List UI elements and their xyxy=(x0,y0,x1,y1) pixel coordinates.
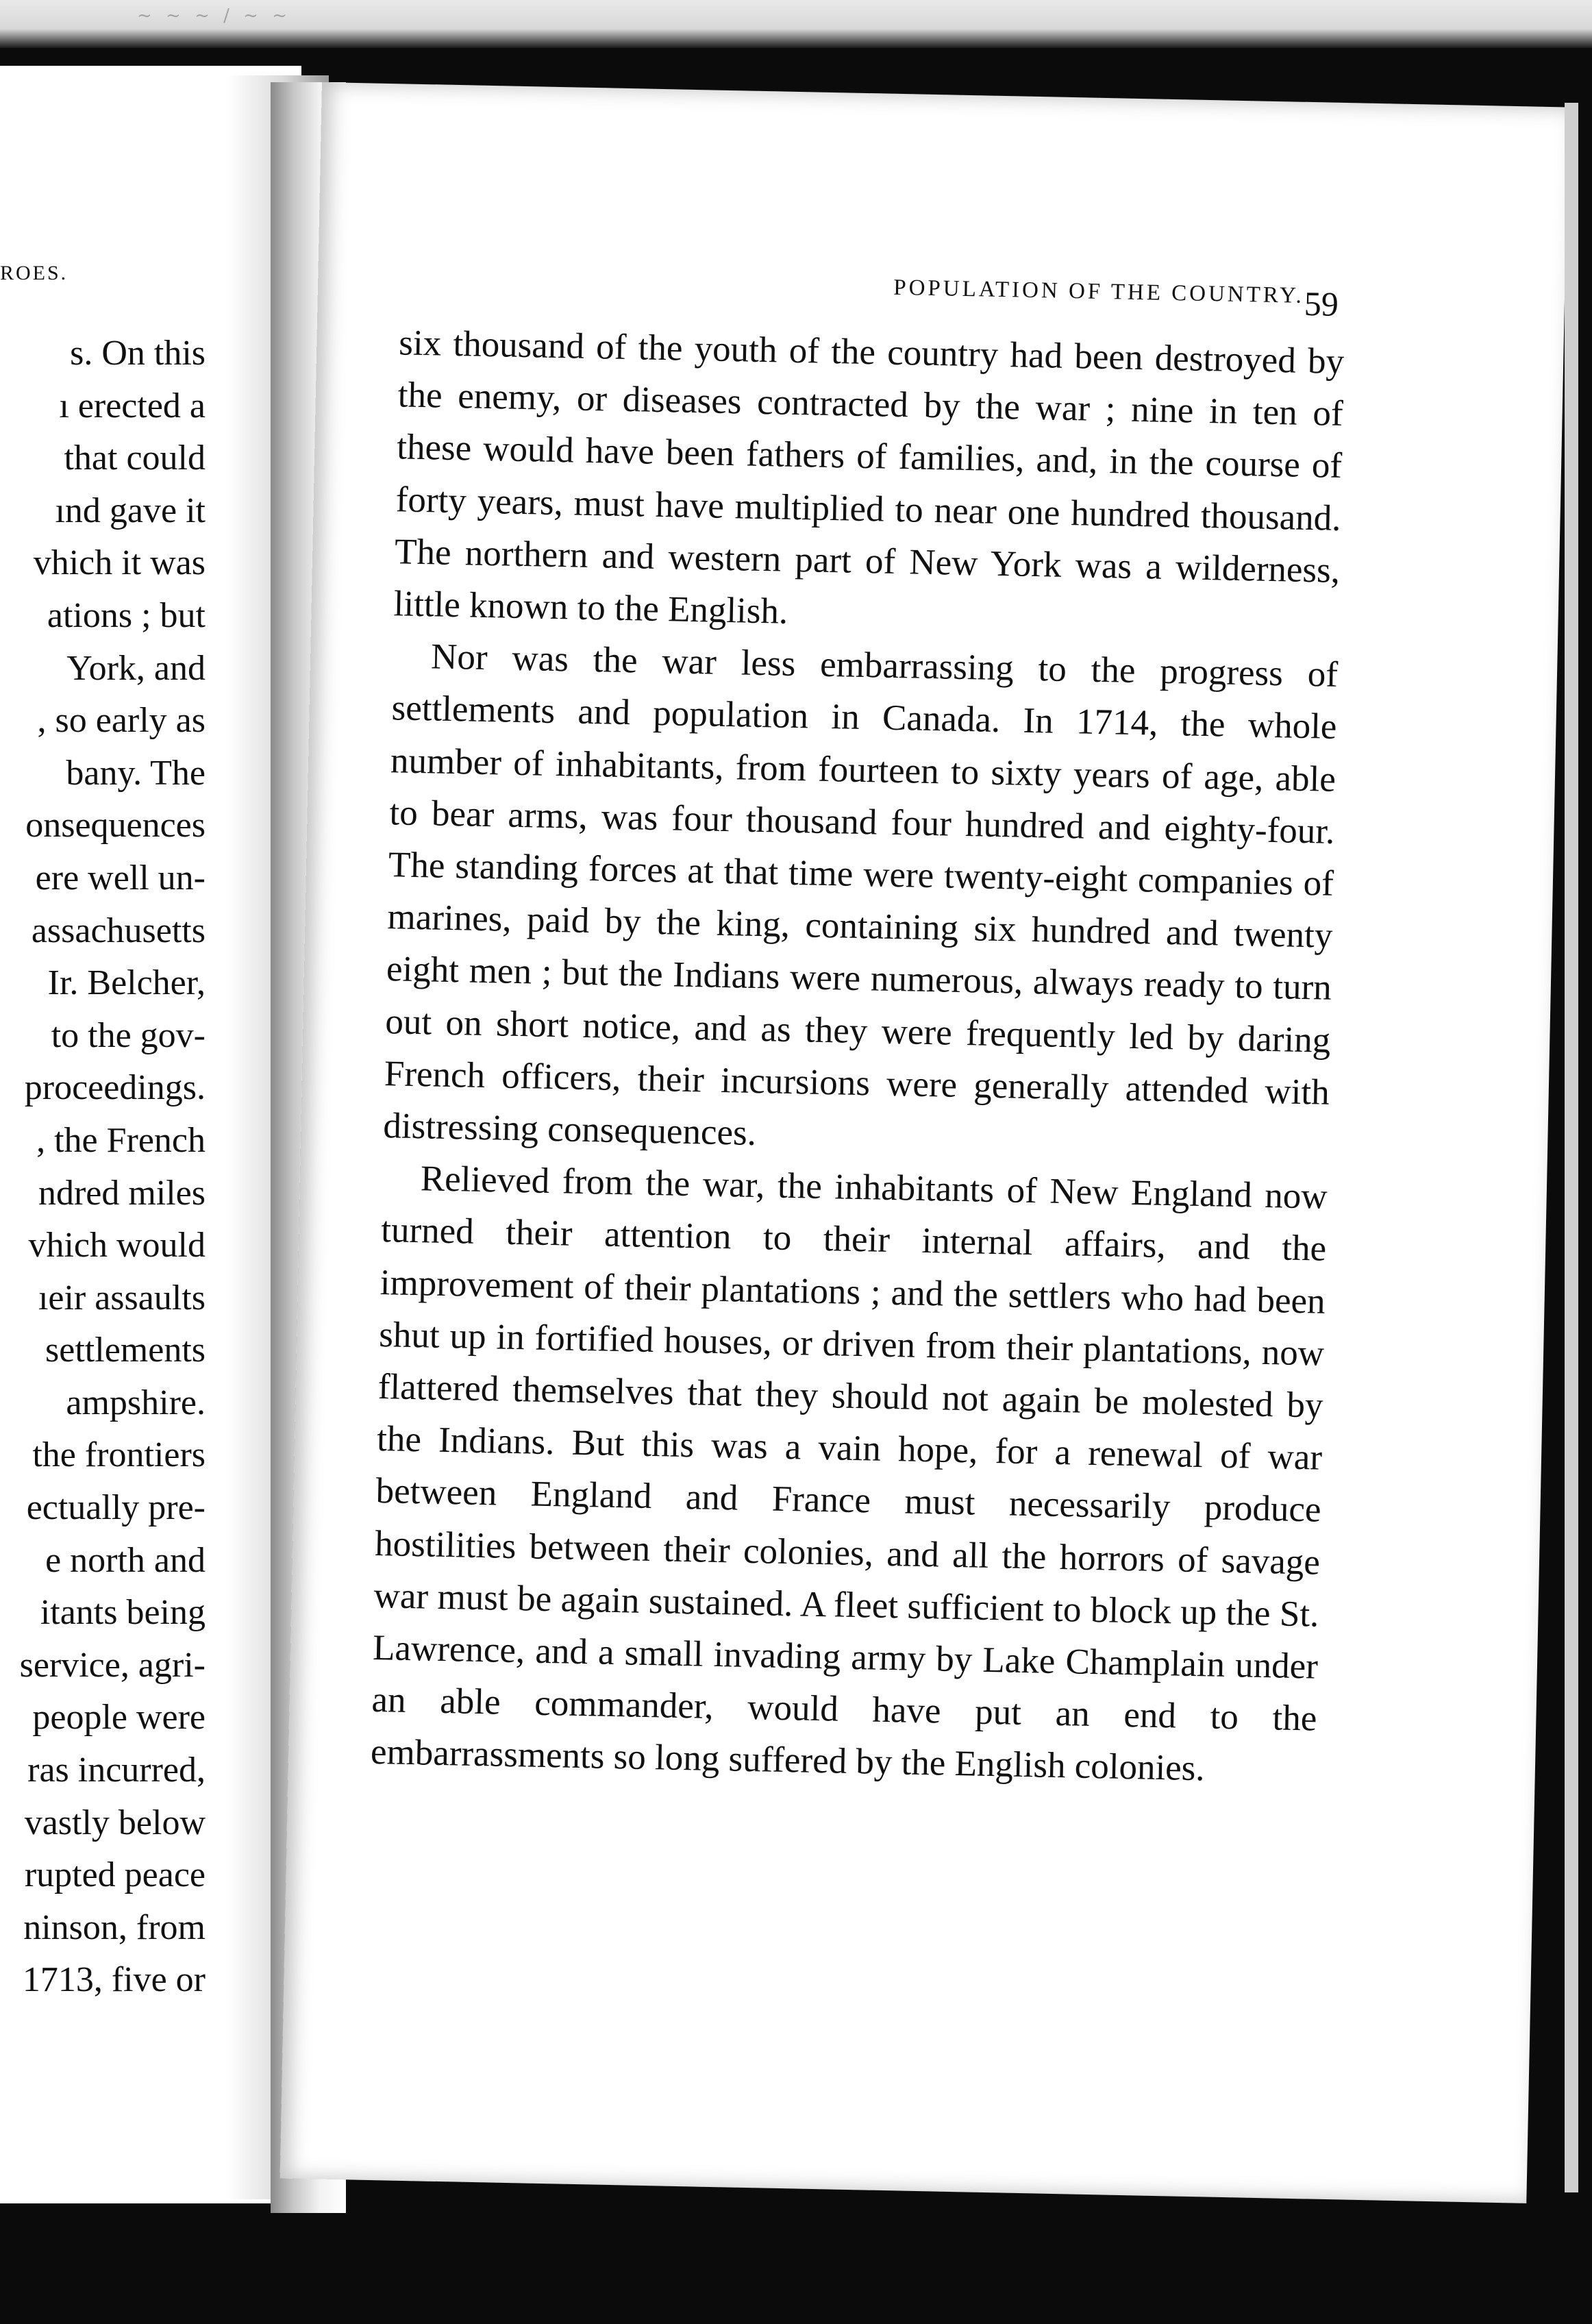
left-page-line: vastly below xyxy=(24,1803,206,1842)
left-page-line: ere well un- xyxy=(35,858,206,898)
left-page-line: people were xyxy=(32,1698,206,1738)
right-page-edge xyxy=(1565,103,1578,2192)
left-page-line: rupted peace xyxy=(24,1855,206,1895)
paragraph-3: Relieved from the war, the inhabitants of New England now turned their attention to their internal affairs, and the improvement of their plantations ; and the settlers who had been shut up in fortified houses, or driven from their plantations, now flattered themselves that they should not again be molested by the Indians. But this was a vain hope, for a renewal of war between England and France must necessarily produce hostilities between their colonies, and all the horrors of savage war must be again sustained. A fleet sufficient to block up the St. Lawrence, and a small invading army by Lake Champlain under an able commander, would have put an end to the embarrassments so long suffered by the English colonies. xyxy=(370,1159,1328,1789)
left-page-line: service, agri- xyxy=(19,1645,206,1685)
paragraph-1: six thousand of the youth of the country had been destroyed by the enemy, or diseases contracted by the war ; nine in ten of these would have been fathers of families, and, in the course of forty years, must have multiplied to near one hundred thousand. The northern and western part of New York was a wilderness, little known to the English. xyxy=(393,323,1345,632)
left-page-line: itants being xyxy=(40,1593,206,1633)
left-page-line: proceedings. xyxy=(24,1068,206,1108)
left-page-line: e north and xyxy=(45,1540,206,1580)
left-page-line: ras incurred, xyxy=(27,1751,206,1790)
left-page-line: ıeir assaults xyxy=(38,1278,206,1318)
left-page-line: ations ; but xyxy=(47,595,206,635)
left-page-line: , so early as xyxy=(37,701,206,741)
left-page-line: onsequences xyxy=(25,806,206,845)
left-page-line: ampshire. xyxy=(66,1383,206,1422)
left-page-line: ectually pre- xyxy=(26,1488,206,1528)
left-page-line: the frontiers xyxy=(32,1435,206,1475)
left-page-line: ı erected a xyxy=(59,386,206,425)
left-running-head: ROES. xyxy=(0,262,69,284)
left-page-line: ndred miles xyxy=(38,1173,206,1213)
top-margin-scribble: ~ ~ ~ / ~ ~ xyxy=(137,5,292,26)
left-page-line: ninson, from xyxy=(23,1907,206,1947)
left-page-line: settlements xyxy=(45,1331,206,1370)
left-page-line: vhich would xyxy=(28,1226,206,1265)
right-page xyxy=(280,82,1569,2203)
paragraph-2: Nor was the war less embarrassing to the progress of settlements and population in Canada. In 1714, the whole number of inhabitants, from fourteen to sixty years of age, able to bear arms, was four thousand four hundred and eighty-four. The standing forces at that time were twenty-eight companies of marines, paid by the king, containing six hundred and twenty eight men ; but the Indians were numerous, always ready to turn out on short notice, and as they were frequently led by daring French officers, their incursions were generally attended with distressing consequences. xyxy=(382,636,1339,1154)
left-page-line: ınd gave it xyxy=(55,491,206,530)
left-page-line: vhich it was xyxy=(33,543,206,583)
left-page-line: assachusetts xyxy=(31,911,206,950)
left-page-line: 1713, five or xyxy=(22,1960,206,2000)
left-page-line: York, and xyxy=(66,648,206,688)
page-body xyxy=(370,317,1345,1797)
left-page-line: Ir. Belcher, xyxy=(47,963,206,1003)
left-page-text xyxy=(0,327,206,2007)
bottom-scan-margin xyxy=(0,2213,1592,2324)
left-page-line: bany. The xyxy=(66,753,206,793)
left-page-line: , the French xyxy=(36,1120,206,1160)
left-page-line: that could xyxy=(64,438,206,478)
left-page-line: to the gov- xyxy=(51,1015,206,1055)
page-number: 59 xyxy=(1304,284,1339,323)
running-head: POPULATION OF THE COUNTRY. xyxy=(893,275,1305,308)
left-page-line: s. On this xyxy=(70,334,206,373)
